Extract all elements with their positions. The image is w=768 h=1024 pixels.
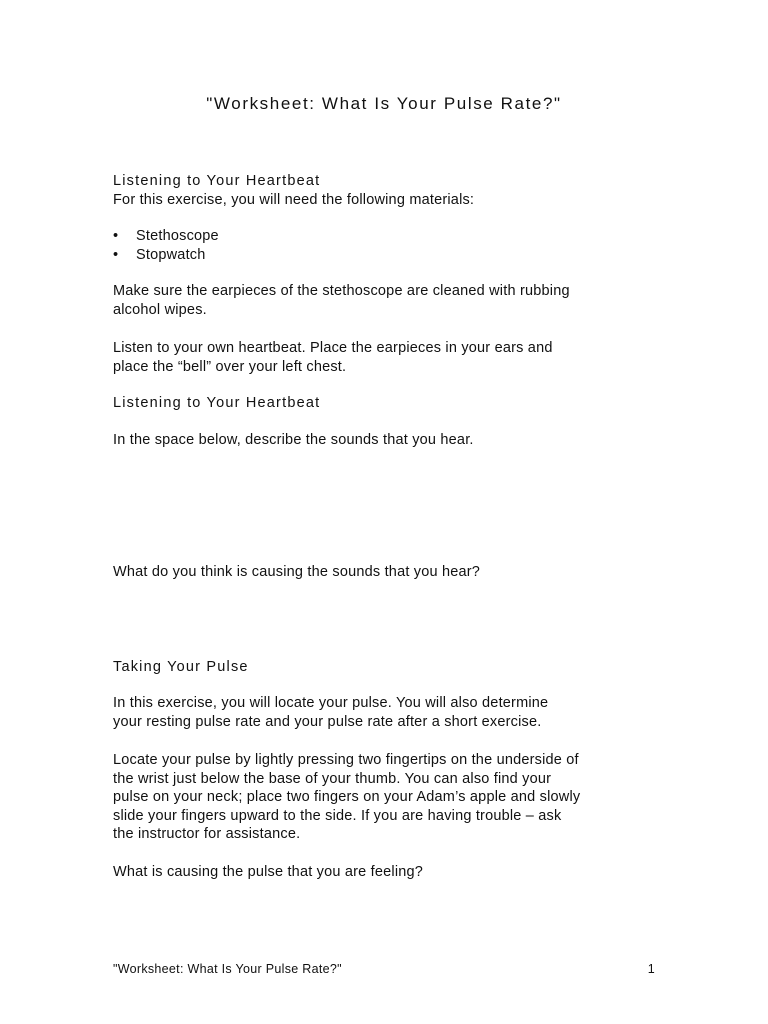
section-heading-listening: Listening to Your Heartbeat bbox=[113, 173, 321, 189]
list-item bbox=[113, 227, 673, 246]
text-line: alcohol wipes. bbox=[113, 301, 207, 318]
section-heading-listening-2: Listening to Your Heartbeat bbox=[113, 395, 321, 411]
material-label: Stethoscope bbox=[136, 228, 219, 244]
bullet-icon: • bbox=[113, 228, 119, 244]
text-line: your resting pulse rate and your pulse rate after a short exercise. bbox=[113, 713, 542, 730]
bullet-icon: • bbox=[113, 246, 119, 263]
pulse-intro bbox=[113, 694, 673, 731]
clean-instruction bbox=[113, 282, 673, 319]
text-line: Make sure the earpieces of the stethoscope are cleaned with rubbing bbox=[113, 283, 570, 299]
materials-intro: For this exercise, you will need the following materials: bbox=[113, 191, 475, 208]
locate-instruction bbox=[113, 751, 673, 844]
text-line: place the “bell” over your left chest. bbox=[113, 358, 347, 375]
pulse-question: What is causing the pulse that you are feeling? bbox=[113, 863, 424, 880]
material-label: Stopwatch bbox=[136, 246, 206, 263]
list-item bbox=[113, 246, 673, 265]
page-title: "Worksheet: What Is Your Pulse Rate?" bbox=[206, 94, 562, 113]
text-line: pulse on your neck; place two fingers on your Adam’s apple and slowly bbox=[113, 789, 581, 805]
listen-instruction bbox=[113, 339, 673, 376]
text-line: the wrist just below the base of your thumb. You can also find your bbox=[113, 770, 552, 787]
page-number: 1 bbox=[647, 962, 655, 976]
document-body bbox=[113, 172, 673, 881]
section-heading-pulse: Taking Your Pulse bbox=[113, 658, 249, 675]
page-footer bbox=[113, 962, 655, 976]
cause-question: What do you think is causing the sounds that you hear? bbox=[113, 564, 481, 580]
describe-prompt: In the space below, describe the sounds that you hear. bbox=[113, 431, 474, 448]
footer-title: "Worksheet: What Is Your Pulse Rate?" bbox=[113, 962, 342, 976]
text-line: slide your fingers upward to the side. If you are having trouble – ask bbox=[113, 807, 562, 824]
text-line: In this exercise, you will locate your pulse. You will also determine bbox=[113, 695, 549, 711]
text-line: Locate your pulse by lightly pressing two fingertips on the underside of bbox=[113, 752, 579, 768]
text-line: the instructor for assistance. bbox=[113, 826, 301, 842]
text-line: Listen to your own heartbeat. Place the earpieces in your ears and bbox=[113, 340, 553, 356]
materials-list bbox=[113, 227, 673, 264]
